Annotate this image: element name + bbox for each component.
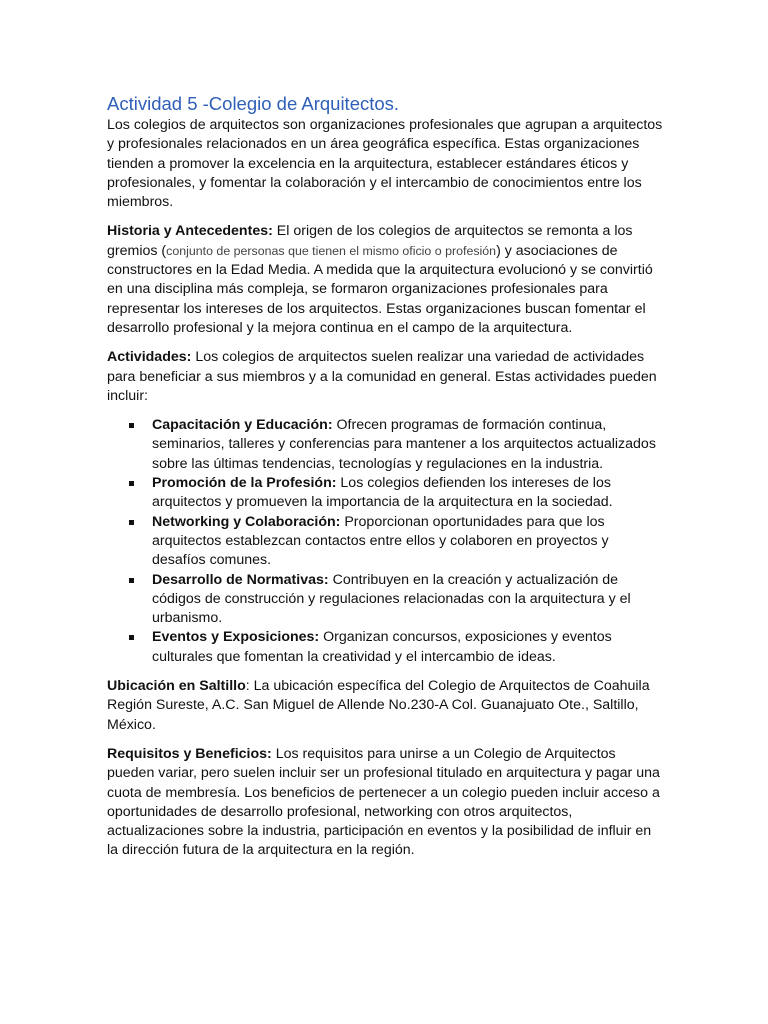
list-item (107, 474, 663, 513)
location-label: Ubicación en Saltillo (107, 678, 246, 695)
list-item-label: Capacitación y Educación: (152, 417, 333, 434)
square-bullet-icon (129, 578, 134, 583)
list-item-text: Proporcionan oportunidades para que los arquitectos establezcan contactos entre ellos y colaboren en proyectos y desafíos comunes. (152, 513, 609, 569)
list-item-label: Desarrollo de Normativas: (152, 571, 329, 588)
list-item-text: Ofrecen programas de formación continua, seminarios, talleres y conferencias para mantener a los arquitectos actualizados sobre las últimas tendencias, tecnologías y regulaciones en la industria. (152, 417, 656, 472)
activities-list (107, 416, 663, 667)
gremios-definition-note: conjunto de personas que tienen el mismo oficio o profesión (166, 243, 497, 258)
square-bullet-icon (129, 635, 134, 640)
location-text: : La ubicación específica del Colegio de Arquitectos de Coahuila Región Sureste, A.C. San Miguel de Allende No.230-A Col. Guanajuato Ote., Saltillo, México. (107, 678, 650, 733)
list-item (107, 416, 663, 474)
square-bullet-icon (129, 481, 134, 486)
requirements-text: Los requisitos para unirse a un Colegio de Arquitectos pueden variar, pero suelen incluir ser un profesional titulado en arquitectura y pagar una cuota de membresía. Los beneficios de pertenecer a un colegio pueden incluir acceso a oportunidades de desarrollo profesional, networking con otros arquitectos, actualizaciones sobre la industria, participación en eventos y la posibilidad de influir en la dirección futura de la arquitectura en la región. (107, 745, 660, 859)
list-item-text: Contribuyen en la creación y actualización de códigos de construcción y regulaciones relacionadas con la arquitectura y el urbanismo. (152, 571, 631, 627)
activities-paragraph (107, 348, 663, 406)
list-item-text: Los colegios defienden los intereses de los arquitectos y promueven la importancia de la arquitectura en la sociedad. (152, 475, 613, 511)
document-body (107, 92, 663, 871)
intro-paragraph: Los colegios de arquitectos son organizaciones profesionales que agrupan a arquitectos y profesionales relacionados en un área geográfica específica. Estas organizaciones tienden a promover la excelencia en la arquitectura, establecer estándares éticos y profesionales, y fomentar la colaboración y el intercambio de conocimientos entre los miembros. (107, 117, 663, 211)
list-item (107, 628, 663, 667)
list-item (107, 513, 663, 571)
activities-label: Actividades: (107, 349, 192, 366)
history-text-after: ) y asociaciones de constructores en la Edad Media. A medida que la arquitectura evolucionó y se convirtió en una disciplina más compleja, se formaron organizaciones profesionales para representar los intereses de los arquitectos. Estas organizaciones buscan fomentar el desarrollo profesional y la mejora continua en el campo de la arquitectura. (107, 242, 653, 336)
history-paragraph (107, 222, 663, 338)
history-label: Historia y Antecedentes: (107, 223, 273, 240)
list-item-label: Networking y Colaboración: (152, 513, 341, 530)
history-text-before: El origen de los colegios de arquitectos se remonta a los gremios ( (107, 223, 633, 259)
list-item (107, 571, 663, 629)
activities-text: Los colegios de arquitectos suelen realizar una variedad de actividades para beneficiar a sus miembros y a la comunidad en general. Estas actividades pueden incluir: (107, 349, 657, 404)
list-item-label: Promoción de la Profesión: (152, 475, 337, 492)
activities-list-block (107, 416, 663, 667)
location-paragraph (107, 677, 663, 735)
requirements-label: Requisitos y Beneficios: (107, 745, 272, 762)
list-item-text: Organizan concursos, exposiciones y eventos culturales que fomentan la creatividad y el intercambio de ideas. (152, 629, 612, 665)
square-bullet-icon (129, 520, 134, 525)
list-item-label: Eventos y Exposiciones: (152, 629, 320, 646)
square-bullet-icon (129, 423, 134, 428)
document-title: Actividad 5 -Colegio de Arquitectos. (107, 93, 400, 114)
requirements-paragraph (107, 745, 663, 861)
